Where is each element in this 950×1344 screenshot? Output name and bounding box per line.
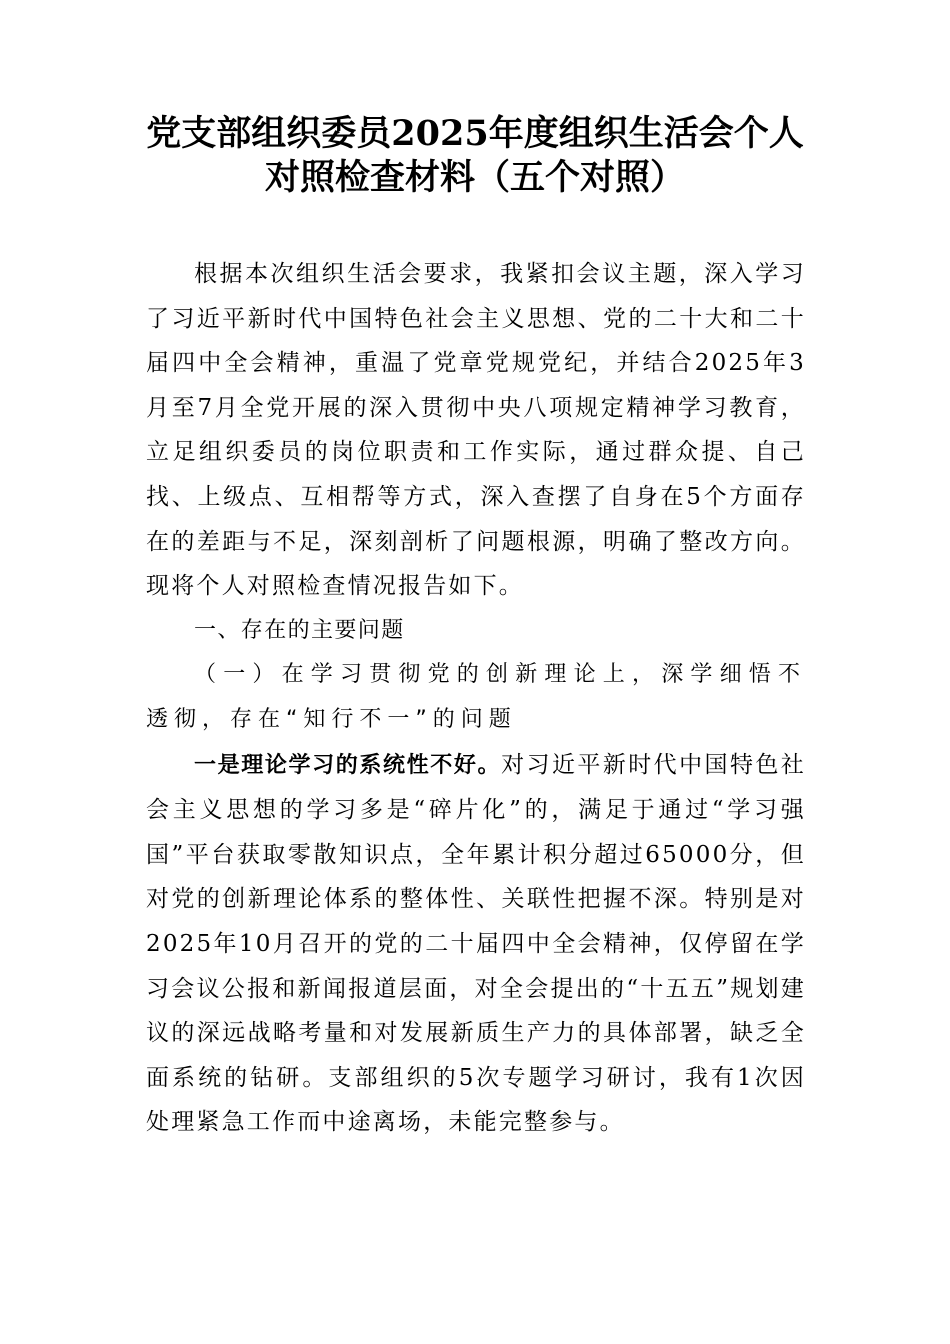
document-title [100,112,850,200]
point-text: 对习近平新时代中国特色社会主义思想的学习多是“碎片化”的，满足于通过“学习强国”平台获取零散知识点，全年累计积分超过65000分，但对党的创新理论体系的整体性、关联性把握不深。特别是对2025年10月召开的党的二十届四中全会精神，仅停留在学习会议公报和新闻报道层面，对全会提出的“十五五”规划建议的深远战略考量和对发展新质生产力的具体部署，缺乏全面系统的钻研。支部组织的5次专题学习研讨，我有1次因处理紧急工作而中途离场，未能完整参与。 [146,751,806,1136]
subsection-heading: （一）在学习贯彻党的创新理论上，深学细悟不透彻，存在“知行不一”的问题 [146,662,806,732]
point-lead: 一是理论学习的系统性不好。 [194,752,502,778]
section-heading: 一、存在的主要问题 [194,617,405,643]
title-line-2: 对照检查材料（五个对照） [264,157,685,198]
title-line-1: 党支部组织委员2025年度组织生活会个人 [146,113,804,154]
intro-paragraph: 根据本次组织生活会要求，我紧扣会议主题，深入学习了习近平新时代中国特色社会主义思想、党的二十大和二十届四中全会精神，重温了党章党规党纪，并结合2025年3月至7月全党开展的深入贯彻中央八项规定精神学习教育，立足组织委员的岗位职责和工作实际，通过群众提、自己找、上级点、互相帮等方式，深入查摆了自身在5个方面存在的差距与不足，深刻剖析了问题根源，明确了整改方向。现将个人对照检查情况报告如下。 [146,261,806,600]
document-body [146,252,806,1145]
point-paragraph [146,743,806,1145]
